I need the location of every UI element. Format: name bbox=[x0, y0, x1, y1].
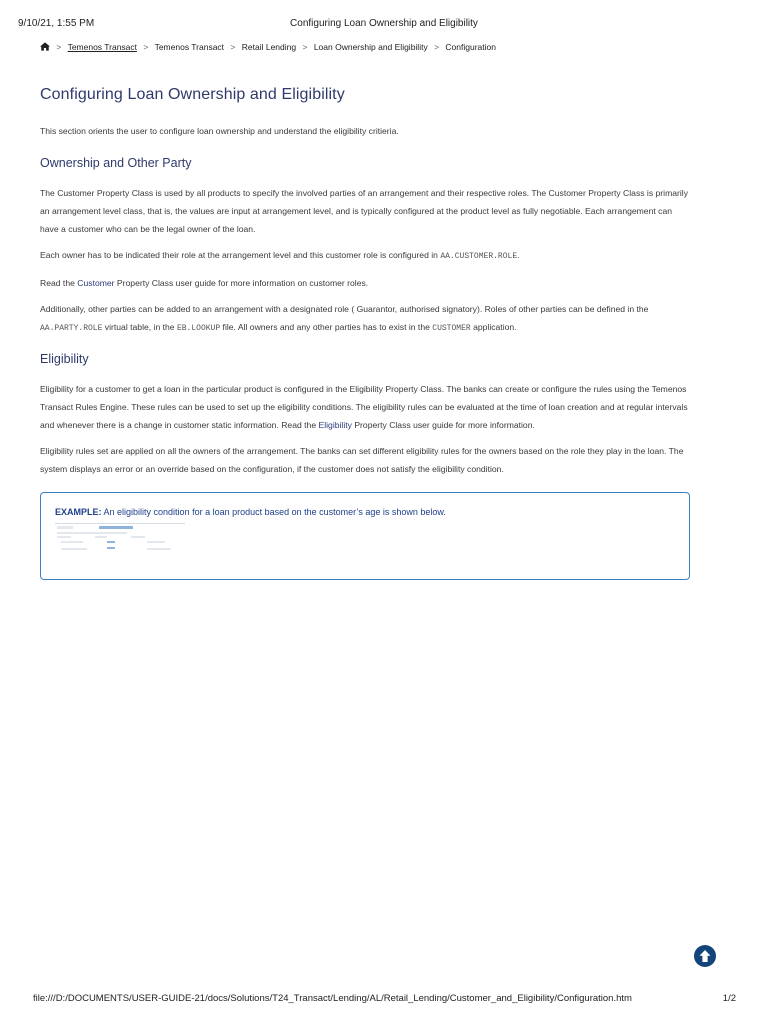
print-file-path: file:///D:/DOCUMENTS/USER-GUIDE-21/docs/Solutions/T24_Transact/Lending/AL/Retail_Lending/Customer_and_Eligibility/Configuration.htm bbox=[33, 993, 632, 1004]
ownership-paragraph-4: Additionally, other parties can be added to an arrangement with a designated role ( Guarantor, authorised signatory). Roles of other parties can be defined in the AA.PARTY.ROLE virtual table, in the EB.LOOKUP file. All owners and any other parties has to exist in the CUSTOMER application. bbox=[40, 304, 649, 333]
example-callout bbox=[40, 492, 690, 580]
print-page-number: 1/2 bbox=[722, 993, 736, 1004]
ownership-heading: Ownership and Other Party bbox=[40, 156, 192, 170]
breadcrumb-item-loan-ownership: Loan Ownership and Eligibility bbox=[313, 42, 428, 52]
page-title: Configuring Loan Ownership and Eligibility bbox=[40, 86, 345, 103]
breadcrumb-separator: > bbox=[230, 42, 236, 52]
breadcrumb-item-retail-lending: Retail Lending bbox=[241, 42, 297, 52]
breadcrumb-separator: > bbox=[302, 42, 308, 52]
example-screenshot-thumbnail bbox=[55, 523, 185, 553]
ownership-paragraph-1: The Customer Property Class is used by all products to specify the involved parties of an arrangement and their respective roles. The Customer Property Class is primarily an arrangement level class, that is, the values are input at arrangement level, and is typically configured at the product level as fully negotiable. Each arrangement can have a customer who can be the legal owner of the loan. bbox=[40, 188, 688, 234]
print-header bbox=[18, 18, 750, 32]
eligibility-paragraph-1: Eligibility for a customer to get a loan in the particular product is configured in the Eligibility Property Class. The banks can create or configure the rules using the Temenos Transact Rules Engine. These rules can be used to set up the eligibility conditions. The eligibility rules can be evaluated at the time of loan creation and at regular intervals and whenever there is a change in customer static information. Read the Eligibility Property Class user guide for more information. bbox=[40, 384, 688, 430]
code-aa-party-role: AA.PARTY.ROLE bbox=[40, 324, 103, 333]
main-content bbox=[40, 86, 690, 580]
code-aa-customer-role: AA.CUSTOMER.ROLE bbox=[440, 252, 518, 261]
eligibility-link[interactable]: Eligibility bbox=[318, 420, 352, 430]
print-datetime: 9/10/21, 1:55 PM bbox=[18, 18, 95, 29]
example-label: EXAMPLE: bbox=[55, 507, 102, 517]
eligibility-paragraph-2: Eligibility rules set are applied on all the owners of the arrangement. The banks can set different eligibility rules for the owners based on the role they play in the loan. The system displays an error or an override based on the configuration, if the customer does not satisfy the eligibility condition. bbox=[40, 446, 684, 474]
breadcrumb-item-configuration: Configuration bbox=[445, 42, 496, 52]
breadcrumb-item-temenos-transact-link[interactable]: Temenos Transact bbox=[67, 42, 138, 52]
arrow-up-circle-icon[interactable] bbox=[694, 945, 716, 967]
example-text: EXAMPLE: An eligibility condition for a loan product based on the customer’s age is shown below. bbox=[55, 507, 446, 517]
breadcrumb bbox=[40, 42, 496, 52]
home-icon[interactable] bbox=[40, 42, 52, 52]
print-title: Configuring Loan Ownership and Eligibility bbox=[290, 18, 478, 29]
breadcrumb-separator: > bbox=[434, 42, 440, 52]
breadcrumb-separator: > bbox=[56, 42, 62, 52]
breadcrumb-separator: > bbox=[143, 42, 149, 52]
code-eb-lookup: EB.LOOKUP bbox=[176, 324, 221, 333]
ownership-paragraph-3: Read the Customer Property Class user guide for more information on customer roles. bbox=[40, 278, 369, 288]
print-footer bbox=[33, 993, 736, 1005]
code-customer: CUSTOMER bbox=[432, 324, 471, 333]
breadcrumb-item-temenos-transact: Temenos Transact bbox=[154, 42, 225, 52]
customer-link[interactable]: Customer bbox=[77, 278, 115, 288]
eligibility-heading: Eligibility bbox=[40, 352, 89, 366]
intro-paragraph: This section orients the user to configure loan ownership and understand the eligibility critieria. bbox=[40, 126, 399, 136]
ownership-paragraph-2: Each owner has to be indicated their role at the arrangement level and this customer role is configured in AA.CUSTOMER.ROLE. bbox=[40, 250, 520, 261]
